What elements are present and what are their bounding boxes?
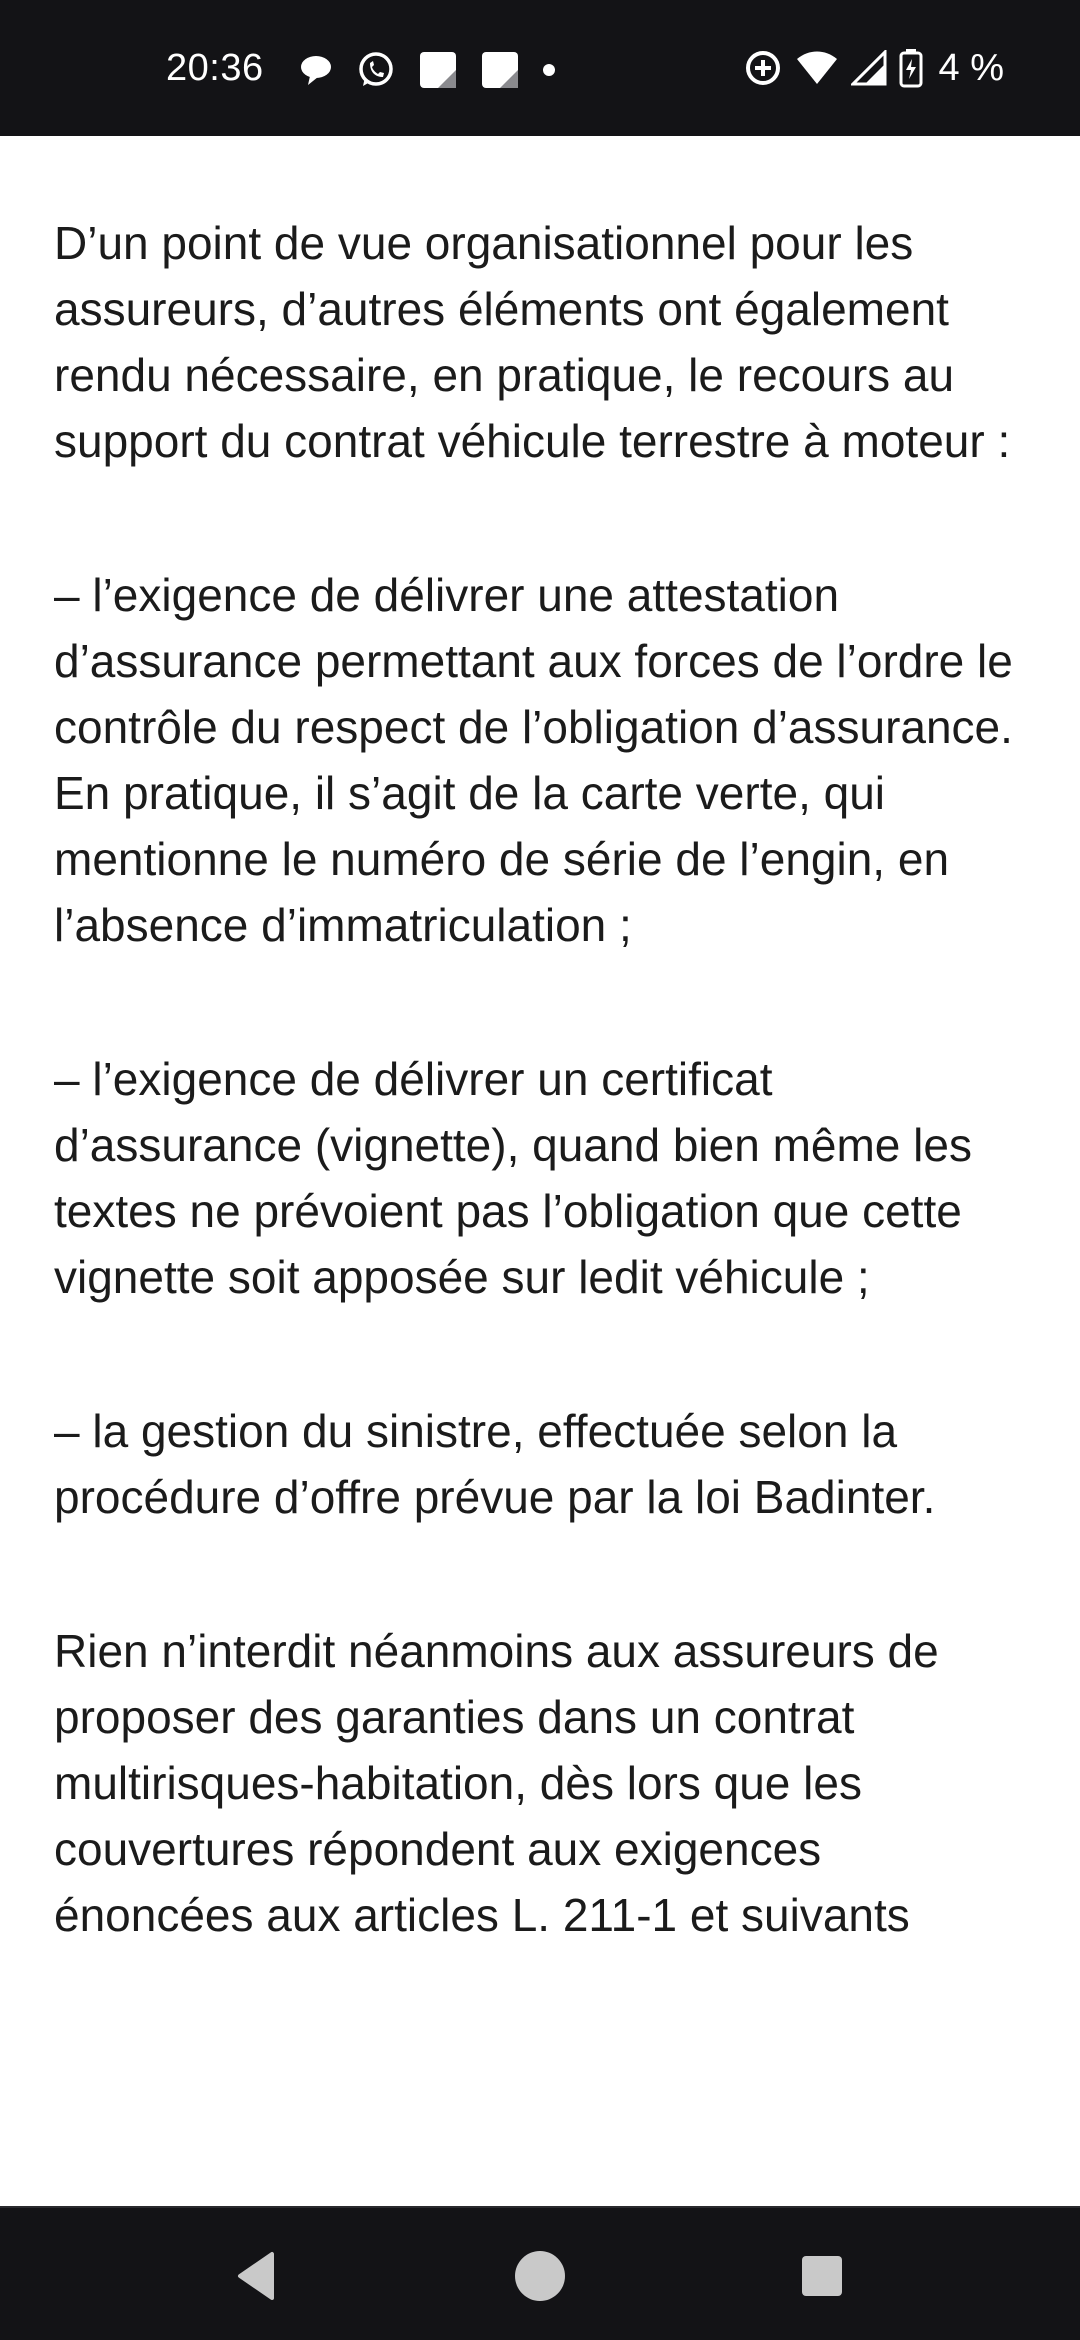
battery-charging-icon (899, 48, 923, 88)
recents-icon (790, 2244, 854, 2308)
data-saver-icon (743, 48, 783, 88)
recents-button[interactable] (790, 2244, 854, 2308)
paragraph: Rien n’interdit néanmoins aux assureurs de proposer des garanties dans un contrat multirisques-habitation, dès lors que les couvertures répondent aux exigences énoncées aux articles L. 211-1 et suivants (54, 1625, 939, 1941)
signal-icon (851, 50, 887, 86)
paragraph: – l’exigence de délivrer un certificat d’assurance (vignette), quand bien même les textes ne prévoient pas l’obligation que cette vignette soit apposée sur ledit véhicule ; (54, 1053, 972, 1303)
wifi-icon (795, 50, 839, 86)
back-button[interactable] (226, 2244, 290, 2308)
paragraph: D’un point de vue organisationnel pour les assureurs, d’autres éléments ont également rendu nécessaire, en pratique, le recours au support du contrat véhicule terrestre à moteur : (54, 217, 1011, 467)
home-icon (508, 2244, 572, 2308)
navigation-bar (0, 2206, 1080, 2340)
paragraph: – l’exigence de délivrer une attestation d’assurance permettant aux forces de l’ordre le contrôle du respect de l’obligation d’assurance. En pratique, il s’agit de la carte verte, qui mentionne le numéro de série de l’engin, en l’absence d’immatriculation ; (54, 569, 1013, 951)
back-icon (226, 2244, 290, 2308)
battery-percent: 4 % (938, 47, 1004, 89)
notification-icons (298, 48, 556, 92)
article-content[interactable] (0, 136, 1080, 2206)
dot-icon (542, 63, 556, 77)
article-body (0, 136, 1080, 1948)
status-time: 20:36 (166, 47, 264, 89)
chat-bubble-icon (298, 52, 334, 88)
paragraph: – la gestion du sinistre, effectuée selon la procédure d’offre prévue par la loi Badinter. (54, 1405, 936, 1523)
note-icon (418, 50, 458, 90)
note-icon (480, 50, 520, 90)
home-button[interactable] (508, 2244, 572, 2308)
system-icons (743, 46, 1004, 90)
status-bar (0, 0, 1080, 136)
whatsapp-icon (356, 50, 396, 90)
